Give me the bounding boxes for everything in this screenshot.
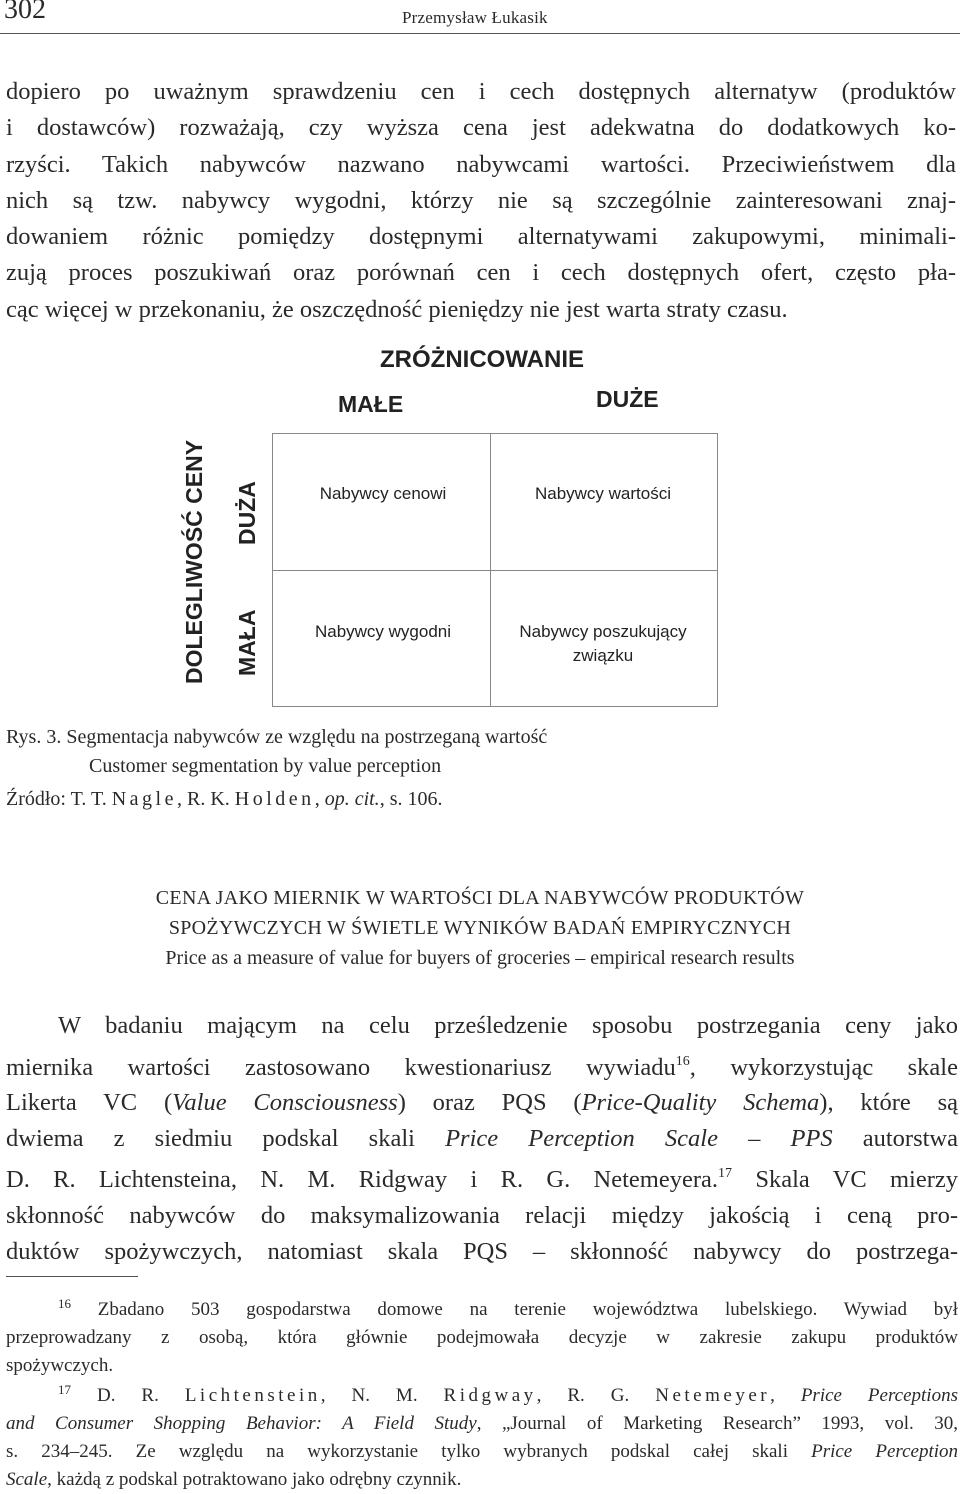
cell-line: związku — [572, 646, 634, 665]
text-run: Likerta VC ( — [6, 1089, 173, 1117]
footnote-ref[interactable]: 17 — [718, 1166, 732, 1182]
figure-caption: Rys. 3. Segmentacja nabywców ze względu na postrzeganą wartość — [6, 726, 548, 748]
text-run-italic: Scale — [6, 1469, 48, 1490]
cell-price-buyers: Nabywcy cenowi — [319, 484, 447, 503]
figure-title: ZRÓŻNICOWANIE — [380, 346, 584, 373]
source-text: , s. 106. — [379, 788, 443, 810]
section-heading-english: Price as a measure of value for buyers of groceries – empirical research results — [165, 947, 795, 969]
text-line — [6, 1085, 958, 1121]
matrix-horizontal-divider — [272, 570, 718, 571]
text-line: W badaniu mającym na celu prześledzenie sposobu postrzegania ceny jako — [58, 1012, 958, 1039]
text-run-italic: Price Perception — [811, 1441, 959, 1462]
footnote-number: 16 — [58, 1296, 71, 1311]
cell-value-buyers: Nabywcy wartości — [534, 484, 672, 503]
text-line — [6, 1290, 958, 1324]
source-citation: op. cit. — [324, 788, 380, 810]
text-run: , N. M. — [320, 1385, 444, 1406]
column-label-small: MAŁE — [338, 391, 404, 417]
footnote-number: 17 — [58, 1382, 71, 1397]
author-name: Ridgway — [443, 1385, 537, 1406]
text-line — [6, 1044, 958, 1086]
text-run: Zbadano 503 gospodarstwa domowe na terenie województwa lubelskiego. Wywiad był — [71, 1299, 958, 1320]
text-run-italic: Price Perception Scale – PPS — [445, 1124, 833, 1152]
text-line: dowaniem różnic pomiędzy dostępnymi alternatywami zakupowymi, minimali- — [6, 223, 956, 251]
text-line — [6, 1121, 958, 1157]
matrix-vertical-divider — [490, 433, 491, 707]
page-number: 302 — [4, 0, 46, 25]
text-line: przeprowadzany z osobą, która głównie podejmowała decyzje w zakresie zakupu produktów — [6, 1327, 958, 1348]
text-run: autorstwa — [832, 1124, 959, 1152]
text-line: spożywczych. — [6, 1355, 114, 1376]
column-label-large: DUŻE — [596, 386, 659, 412]
header-rule — [0, 33, 960, 34]
cell-relationship-buyers — [500, 620, 706, 668]
text-line: nich są tzw. nabywcy wygodni, którzy nie są szczególnie zainteresowani znaj- — [6, 186, 956, 214]
row-label-small: MAŁA — [234, 609, 260, 676]
footnote-ref[interactable]: 16 — [675, 1053, 690, 1069]
text-line: cąc więcej w przekonaniu, że oszczędność pieniędzy nie jest warta straty czasu. — [6, 295, 788, 323]
section-heading: SPOŻYWCZYCH W ŚWIETLE WYNIKÓW BADAŃ EMPIRYCZNYCH — [168, 917, 792, 939]
source-text: Źródło: T. T. — [6, 788, 112, 810]
figure-source — [6, 788, 442, 811]
text-run: D. R. — [71, 1385, 185, 1406]
text-run: , — [770, 1385, 801, 1406]
footnote-rule — [6, 1276, 138, 1277]
text-run: ), które są — [819, 1089, 958, 1117]
text-run-italic: Price-Quality Schema — [581, 1089, 820, 1117]
text-run: , wykorzystując skale — [689, 1053, 958, 1081]
text-line — [6, 1376, 958, 1410]
text-line — [6, 1438, 958, 1466]
paragraph-methods — [6, 1008, 958, 1269]
text-run-italic: Price Perceptions — [800, 1385, 958, 1406]
text-run: , każdą z podskal potraktowano jako odrębny czynnik. — [47, 1469, 462, 1490]
source-author: Nagle — [111, 788, 177, 810]
text-run: D. R. Lichtensteina, N. M. Ridgway i R. G. Netemeyera. — [6, 1166, 718, 1194]
source-text: , R. K. — [177, 788, 235, 810]
text-run: s. 234–245. Ze względu na wykorzystanie tylko wybranych podskal całej skali — [6, 1441, 812, 1462]
source-author: Holden — [234, 788, 315, 810]
row-axis-label: DOLEGLIWOŚĆ CENY — [181, 439, 207, 684]
footnote-16 — [6, 1290, 958, 1380]
running-head: Przemysław Łukasik — [402, 8, 548, 27]
text-line: zują proces poszukiwań oraz porównań cen i cech dostępnych ofert, często pła- — [6, 259, 956, 287]
row-label-large: DUŻA — [234, 481, 260, 545]
author-name: Lichtenstein — [184, 1385, 321, 1406]
text-line: dopiero po uważnym sprawdzeniu cen i cech dostępnych alternatyw (produktów — [6, 78, 956, 105]
figure-caption-english: Customer segmentation by value perception — [89, 755, 442, 777]
text-line — [6, 1156, 958, 1198]
text-line — [6, 1466, 958, 1494]
author-name: Netemeyer — [655, 1385, 771, 1406]
footnote-17 — [6, 1376, 958, 1494]
section-heading: CENA JAKO MIERNIK W WARTOŚCI DLA NABYWCÓW PRODUKTÓW — [155, 887, 805, 909]
text-line: skłonność nabywców do maksymalizowania relacji między jakością i ceną pro- — [6, 1201, 958, 1229]
text-run: ) oraz PQS ( — [397, 1089, 582, 1117]
paragraph-intro — [6, 74, 956, 328]
text-line — [6, 1410, 958, 1438]
text-run: Skala VC mierzy — [732, 1166, 958, 1194]
source-text: , — [314, 788, 325, 810]
text-run: miernika wartości zastosowano kwestionariusz wywiadu — [6, 1053, 676, 1081]
cell-line: Nabywcy poszukujący — [519, 622, 687, 641]
text-run-italic: and Consumer Shopping Behavior: A Field Study — [6, 1413, 477, 1434]
text-run: , R. G. — [536, 1385, 656, 1406]
text-run: , „Journal of Marketing Research” 1993, vol. 30, — [476, 1413, 958, 1434]
text-run: dwiema z siedmiu podskal skali — [6, 1124, 446, 1152]
text-line: duktów spożywczych, natomiast skala PQS – skłonność nabywcy do postrzega- — [6, 1237, 958, 1265]
text-line: rzyści. Takich nabywców nazwano nabywcami wartości. Przeciwieństwem dla — [6, 150, 956, 178]
cell-convenience-buyers: Nabywcy wygodni — [314, 622, 452, 641]
text-line: i dostawców) rozważają, czy wyższa cena jest adekwatna do dodatkowych ko- — [6, 114, 956, 142]
text-run-italic: Value Consciousness — [172, 1089, 398, 1117]
